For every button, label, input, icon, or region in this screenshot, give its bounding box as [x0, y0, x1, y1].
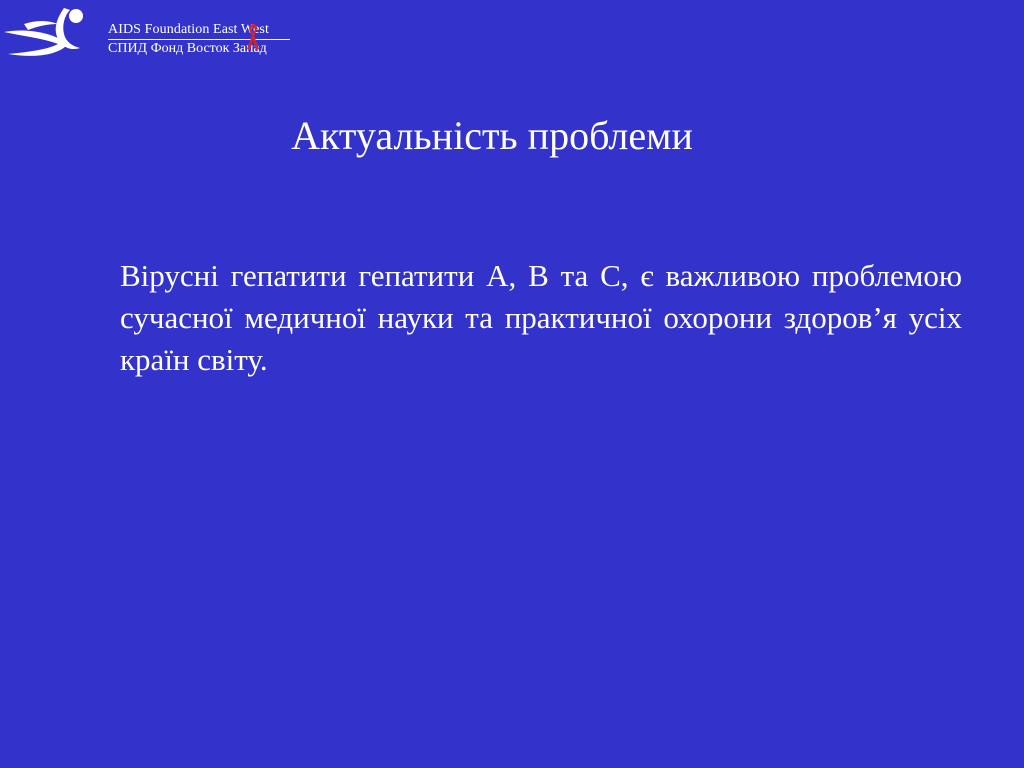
logo-line-english: AIDS Foundation East West: [108, 22, 269, 37]
logo-divider: [108, 39, 290, 40]
slide-body-text: Вірусні гепатити гепатити А, В та С, є важливою проблемою сучасної медичної науки та практичної охорони здоров’я усіх країн світу.: [120, 258, 962, 377]
slide-title: Актуальність проблеми: [291, 113, 693, 158]
swoosh-figure-icon: [2, 2, 106, 60]
logo-text: [108, 22, 290, 57]
red-ribbon-icon: [245, 22, 261, 52]
foundation-logo: [0, 0, 300, 64]
logo-line-russian: СПИД Фонд Восток Запад: [108, 41, 267, 56]
